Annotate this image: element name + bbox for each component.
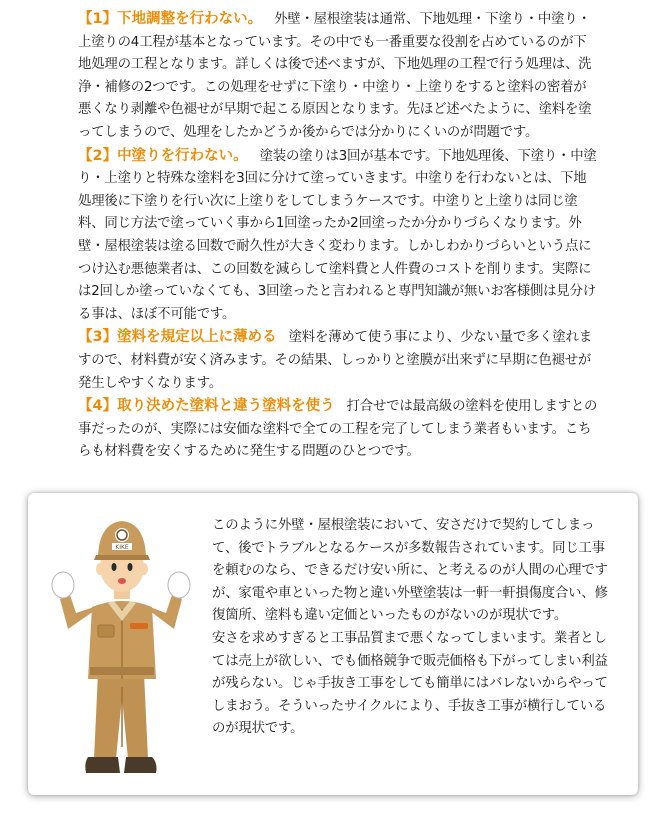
section-4-body: 打合せでは最高級の塗料を使用しますとの事だったのが、実際には安価な塗料で全ての工程を完了してしまう業者もいます。こちらも材料費を安くするために発生する問題のひとつです。	[78, 399, 598, 460]
summary-paragraph-2: 安さを求めすぎると工事品質まで悪くなってしまいます。業者としては売上が欲しい、でも価格競争で販売価格も下がってしまい利益が残らない。じゃ手抜き工事をしても簡単にはバレないからやってしまおう。そういったサイクルにより、手抜き工事が横行しているのが現状です。	[212, 630, 608, 737]
section-1-body: 外壁・屋根塗装は通常、下地処理・下塗り・中塗り・上塗りの4工程が基本となっています。その中でも一番重要な役割を占めているのが下地処理の工程となります。詳しくは後で述べますが、下地処理の工程で行う処理は、洗浄・補修の2つです。この処理をせずに下塗り・中塗り・上塗りをすると塗料の密着が悪くなり剥離や色褪せが早期で起こる原因となります。先ほど述べたように、塗料を塗ってしまうので、処理をしたかどうか後からでは分かりにくいのが問題です。	[78, 12, 592, 140]
section-1-heading: 【1】下地調整を行わない。	[78, 11, 263, 27]
section-4-heading: 【4】取り決めた塗料と違う塗料を使う	[78, 398, 335, 415]
summary-paragraph-1: このように外壁・屋根塗装において、安さだけで契約してしまって、後でトラブルとなるケースが多数報告されています。同じ工事を頼むのなら、できるだけ安い所に、と考えるのが人間の心理ですが、家電や車といった物と違い外壁塗装は一軒一軒損傷度合い、修復箇所、塗料も違い定価といったものがないのが現状です。	[212, 518, 608, 624]
section-2-body: 塗装の塗りは3回が基本です。下地処理後、下塗り・中塗り・上塗りと特殊な塗料を3回に分けて塗っていきます。中塗りを行わないとは、下地処理後に下塗りを行い次に上塗りをしてしまうケースです。中塗りと上塗りは同じ塗料、同じ方法で塗っていく事から1回塗ったか2回塗ったか分かりづらくなります。外壁・屋根塗装は塗る回数で耐久性が大きく変わります。しかしわかりづらいという点につけ込む悪徳業者は、この回数を減らして塗料費と人件費のコストを削ります。実際には2回しか塗っていなくても、3回塗ったと言われると専門知識が無いお客様側は見分ける事は、ほぼ不可能です。	[78, 148, 597, 322]
summary-text	[212, 515, 614, 741]
section-4	[78, 395, 598, 464]
article-body	[78, 8, 598, 464]
worker-illustration	[36, 497, 206, 793]
section-3-heading: 【3】塗料を規定以上に薄める	[78, 329, 277, 346]
section-2-heading: 【2】中塗りを行わない。	[78, 147, 248, 164]
section-2	[78, 145, 598, 327]
summary-card	[28, 493, 638, 795]
section-3-body: 塗料を薄めて使う事により、少ない量で多く塗れますので、材料費が安く済みます。その結果、しっかりと塗膜が出来ずに早期に色褪せが発生しやすくなります。	[78, 330, 592, 391]
section-1	[78, 8, 598, 145]
section-3	[78, 326, 598, 395]
cap-badge-text: KIKE	[115, 544, 129, 551]
